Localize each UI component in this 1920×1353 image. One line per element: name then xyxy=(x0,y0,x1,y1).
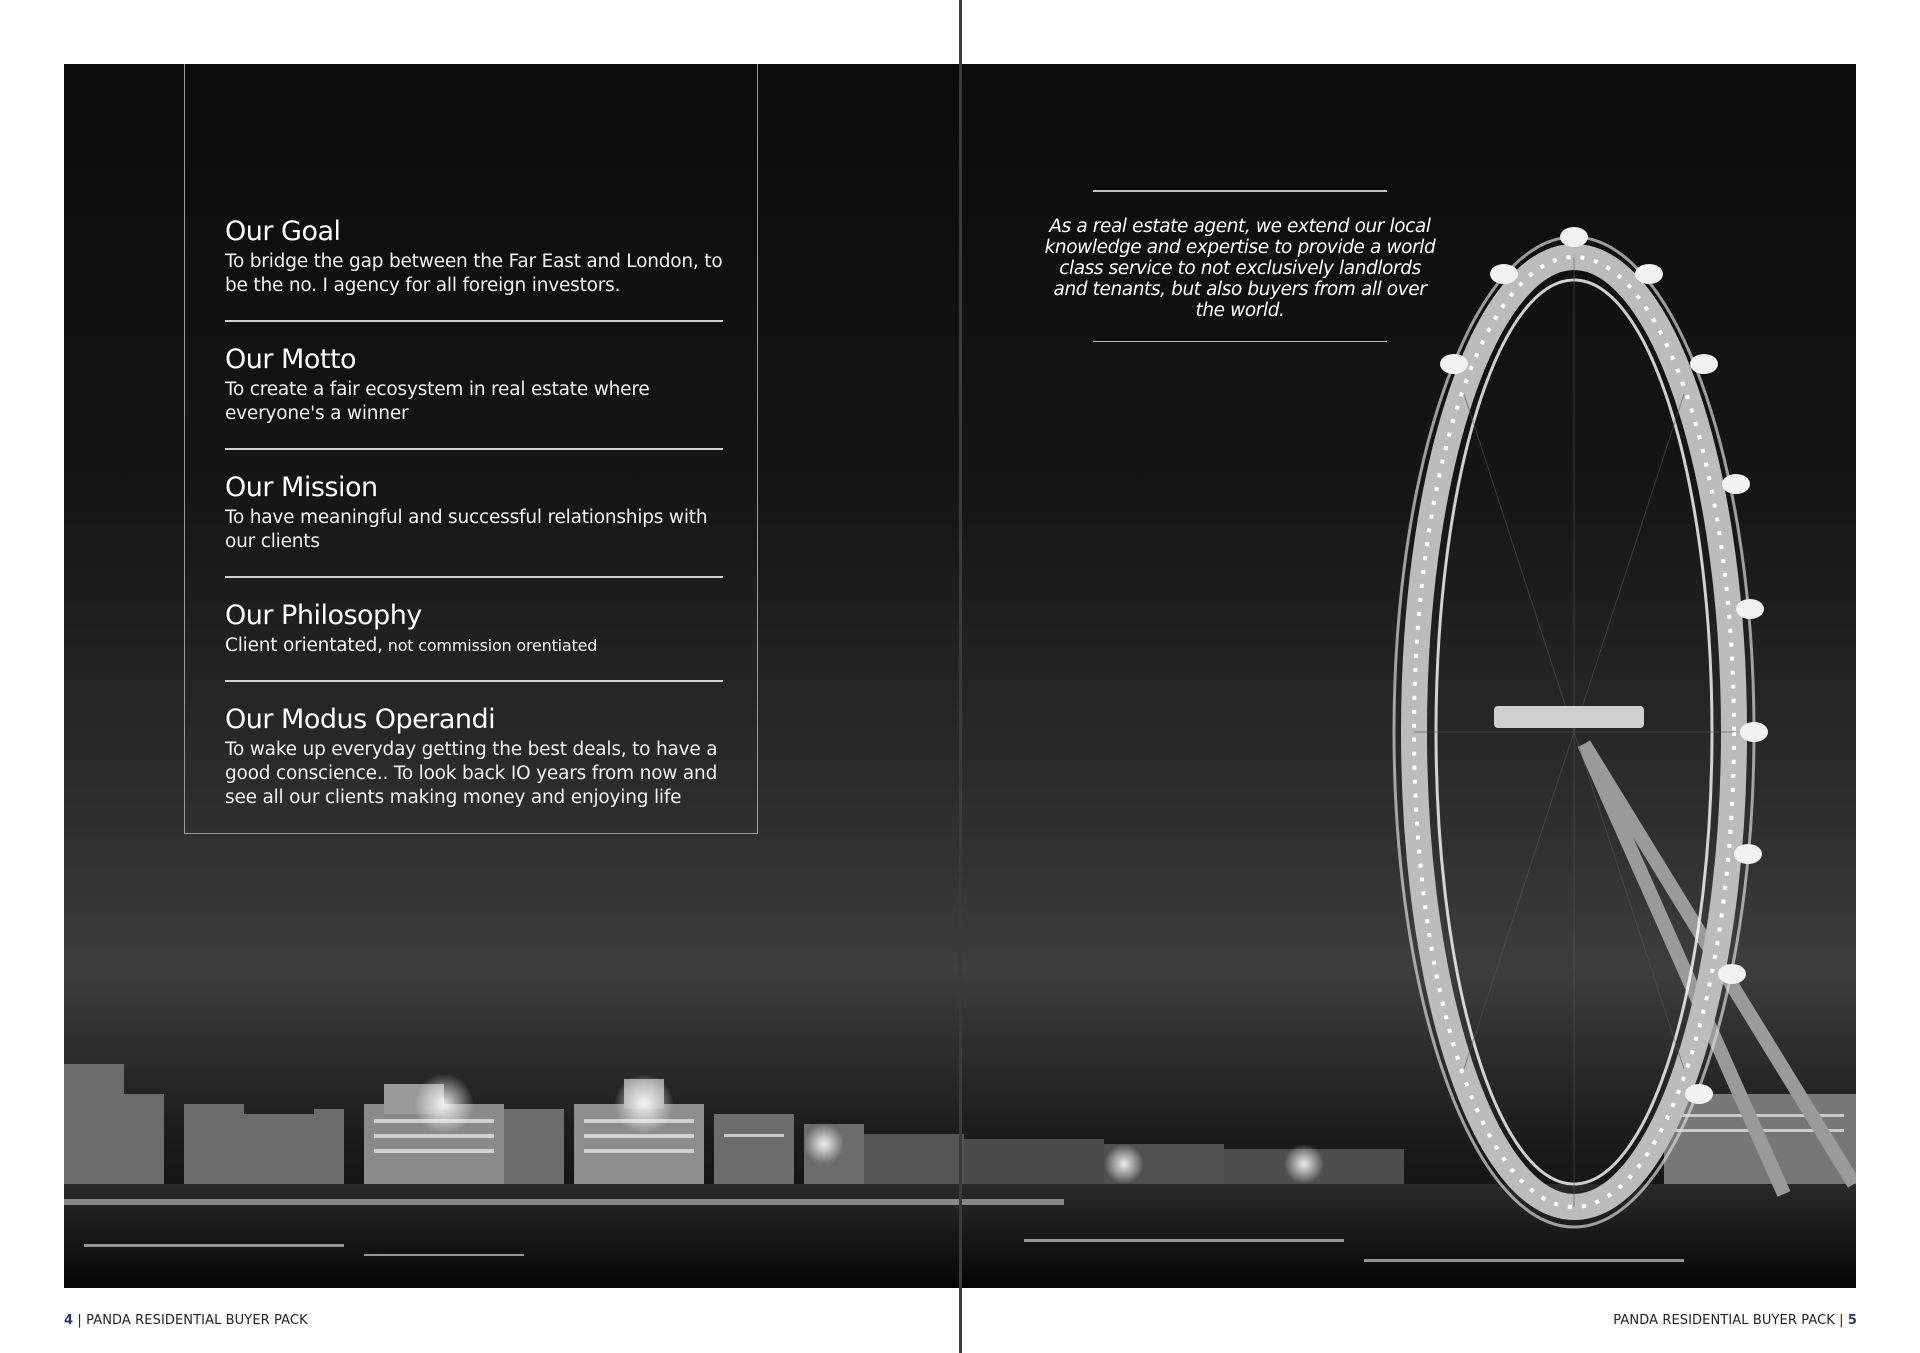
value-modus-operandi-title: Our Modus Operandi xyxy=(225,704,496,735)
folio-left xyxy=(64,1313,308,1328)
folio-title-left: PANDA RESIDENTIAL BUYER PACK xyxy=(86,1313,308,1328)
folio-title-right: PANDA RESIDENTIAL BUYER PACK xyxy=(1613,1313,1835,1328)
value-philosophy xyxy=(225,600,723,658)
center-gutter xyxy=(959,0,962,1353)
value-divider xyxy=(225,680,723,682)
company-values-panel xyxy=(184,64,758,834)
page-number-right: 5 xyxy=(1847,1313,1857,1328)
value-divider xyxy=(225,320,723,322)
page-number-left: 4 xyxy=(64,1313,74,1328)
value-motto-text: To create a fair ecosystem in real estate where everyone's a winner xyxy=(225,379,650,424)
value-motto xyxy=(225,344,723,426)
philosophy-text-small: not commission orentiated xyxy=(382,636,598,655)
philosophy-text-main: Client orientated, xyxy=(225,635,383,656)
value-mission-text: To have meaningful and successful relationships with our clients xyxy=(225,507,708,552)
folio-right xyxy=(1613,1313,1857,1328)
bridge-deck xyxy=(64,1199,1064,1205)
agency-quote xyxy=(1042,190,1438,342)
value-philosophy-text xyxy=(225,634,723,658)
value-modus-operandi xyxy=(225,704,723,810)
value-divider xyxy=(225,448,723,450)
value-mission-title: Our Mission xyxy=(225,472,378,503)
folio-separator: | xyxy=(1839,1313,1844,1328)
london-eye-wheel xyxy=(1394,237,1754,1227)
value-goal xyxy=(225,216,723,298)
value-motto-title: Our Motto xyxy=(225,344,357,375)
value-mission xyxy=(225,472,723,554)
value-divider xyxy=(225,576,723,578)
folio-separator: | xyxy=(77,1313,82,1328)
quote-top-rule xyxy=(1093,190,1387,192)
value-goal-text: To bridge the gap between the Far East and London, to be the no. I agency for all foreign investors. xyxy=(225,251,723,296)
quote-text: As a real estate agent, we extend our local knowledge and expertise to provide a world class service to not exclusively landlords and tenants, but also buyers from all over the world. xyxy=(1044,215,1436,321)
value-philosophy-title: Our Philosophy xyxy=(225,600,422,631)
value-goal-title: Our Goal xyxy=(225,216,341,247)
value-modus-operandi-text: To wake up everyday getting the best deals, to have a good conscience.. To look back IO years from now and see all our clients making money and enjoying life xyxy=(225,739,718,808)
quote-bottom-rule xyxy=(1093,341,1387,343)
